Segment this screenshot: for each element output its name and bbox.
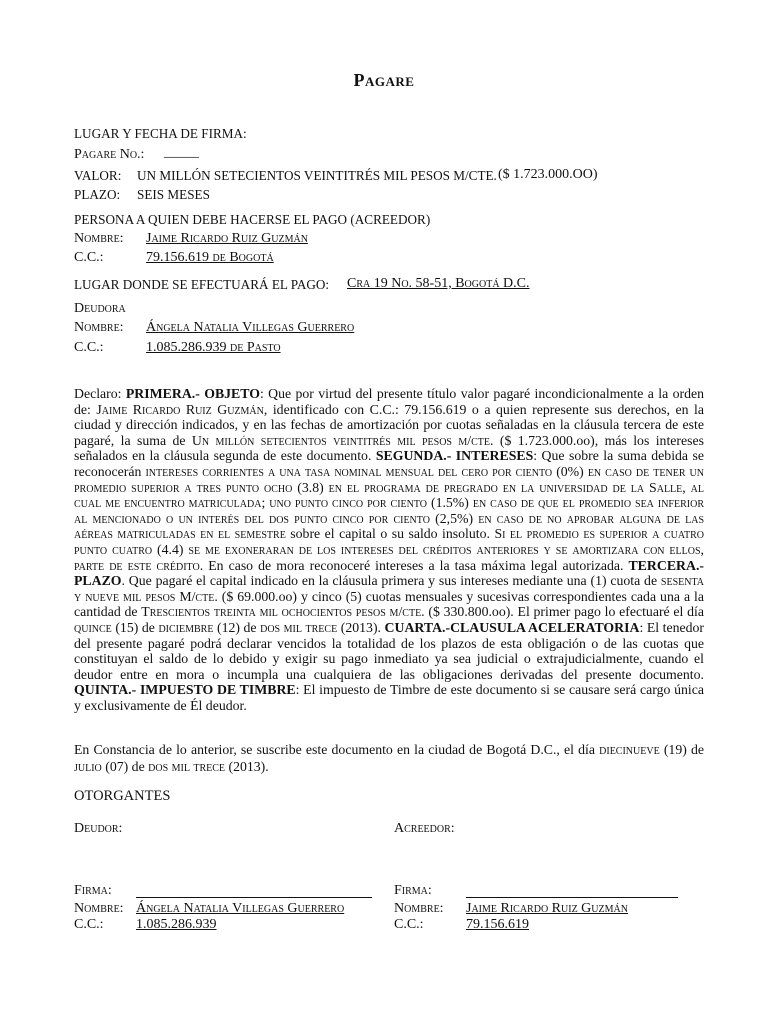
deudora-heading: Deudora [74, 301, 126, 316]
text-run: : El tenedor del presente pagaré podrá declarar vencidos la totalidad de los plazos de esta obligación o de las cuotas que constituyan el saldo de lo debido y exigir su pago inmediato ya sea judicial o extrajudicialmente, cuando el deudor entre en mora o incumpla una cualquiera de las obligaciones derivadas del presente documento. [74, 619, 704, 682]
text-run: sobre el capital o su saldo insoluto. [285, 526, 495, 542]
deudora-nombre-label: Nombre: [74, 320, 124, 335]
text-run: (15) de [111, 619, 159, 635]
deudora-nombre-value: Ángela Natalia Villegas Guerrero [146, 320, 355, 335]
deudor-label: Deudor: [74, 821, 123, 836]
acreedor-label: Acreedor: [394, 821, 455, 836]
text-run: : Que por virtud del presente título valor pagaré incondicionalmente a la orden de: [74, 386, 704, 417]
text-run: , identificado con C.C.: 79.156.619 o a quien represente sus derechos, en la ciudad y dirección indicados, y en las fechas de amortización por cuotas señaladas en la cláusula tercera de este pagaré, la suma de [74, 401, 704, 448]
acreedor-firma-label: Firma: [394, 883, 432, 898]
valor-amount: ($ 1.723.000.OO) [498, 167, 598, 182]
acreedor-cc-value: 79.156.619 [466, 917, 529, 932]
text-run: (0%) [556, 463, 588, 479]
acreedor-signature-line [466, 897, 678, 898]
lugar-fecha-label: LUGAR Y FECHA DE FIRMA: [74, 126, 247, 141]
document-title: Pagare [353, 70, 415, 90]
text-run: (19) de [659, 742, 704, 757]
acreedor-nombre-label: Nombre: [74, 231, 124, 246]
text-run: (4.4) [152, 541, 189, 557]
text-run-sc: en el programa de pregrado en la universidad de la Salle, al cual me encuentro matriculada; uno punto cinco por ciento [74, 479, 704, 511]
deudor-nombre-label: Nombre: [74, 901, 124, 916]
text-run-sc: dos mil trece [260, 619, 338, 635]
clause-segunda-heading: SEGUNDA.- INTERESES [375, 448, 534, 464]
acreedor-heading: PERSONA A QUIEN DEBE HACERSE EL PAGO (ACREEDOR) [74, 212, 431, 227]
deudor-nombre-value: Ángela Natalia Villegas Guerrero [136, 901, 345, 916]
text-run-sc: se me exoneraran de los intereses del créditos anteriores y se amortizara con ellos, parte de este crédito [74, 541, 704, 573]
text-run-sc: sesenta y nueve mil pesos M/cte. [74, 573, 704, 604]
text-run: ($ 69.000.oo) y cinco (5) cuotas mensuales y sucesivas correspondientes cada una a la cantidad de [74, 588, 704, 620]
deudor-firma-label: Firma: [74, 883, 112, 898]
deudora-cc-value: 1.085.286.939 de Pasto [146, 340, 281, 355]
text-run: : Que sobre la suma debida se reconocerán [74, 448, 704, 479]
acreedor-name-inline: Jaime Ricardo Ruiz Guzmán [96, 401, 264, 417]
clause-quinta-heading: QUINTA.- IMPUESTO DE TIMBRE [74, 682, 296, 698]
deudor-cc-label: C.C.: [74, 917, 104, 932]
acreedor-nombre-label: Nombre: [394, 901, 444, 916]
plazo-label: PLAZO: [74, 187, 121, 202]
text-run-sc: cero por ciento [457, 463, 557, 479]
text-run-sc: en caso de que el promedio sea inferior al mencionado o un interés del dos punto cinco por ciento [74, 495, 704, 526]
acreedor-nombre-value: Jaime Ricardo Ruiz Guzmán [466, 901, 628, 916]
valor-label: VALOR: [74, 168, 122, 183]
closing-paragraph [74, 741, 704, 775]
acreedor-cc-label: C.C.: [394, 917, 424, 932]
deudor-signature-line [136, 897, 372, 898]
lugar-pago-label: LUGAR DONDE SE EFECTUARÁ EL PAGO: [74, 277, 330, 292]
text-run: En Constancia de lo anterior, se suscribe este documento en la ciudad de Bogotá D.C., el día [74, 742, 600, 757]
lugar-pago-value: Cra 19 No. 58-51, Bogotá D.C. [347, 276, 530, 291]
acreedor-cc-label: C.C.: [74, 250, 104, 265]
text-run: (1.5%) [427, 495, 473, 511]
valor-value: UN MILLÓN SETECIENTOS VEINTITRÉS MIL PESOS M/CTE. [137, 168, 497, 183]
deudora-cc-label: C.C.: [74, 340, 104, 355]
text-run-sc: diecinueve [599, 742, 660, 757]
text-run-sc: quince [74, 619, 112, 635]
clause-primera-heading: PRIMERA.- OBJETO [125, 386, 260, 401]
text-run: (2013). [337, 619, 385, 635]
text-run-sc: diciembre [158, 619, 214, 635]
text-run: : El impuesto de Timbre de este documento si se causare será cargo única y exclusivamente de Él deudor. [74, 682, 704, 713]
text-run: ($ 1.723.000.oo), más los intereses señalados en la cláusula segunda de este documento. [74, 432, 704, 464]
pagare-no-label: Pagare No.: [74, 147, 145, 162]
acreedor-cc-value: 79.156.619 de Bogotá [146, 250, 274, 265]
text-run: . Que pagaré el capital indicado en la cláusula primera y sus intereses mediante una (1) cuota de [121, 573, 661, 589]
clause-tercera-heading: TERCERA.-PLAZO [74, 557, 704, 589]
amount-words-inline: Un millón setecientos veintitrés mil pesos m/cte. [191, 432, 494, 448]
text-run: (2,5%) [429, 510, 479, 526]
text-run: (07) de [101, 759, 149, 774]
text-run-sc: Trescientos treinta mil ochocientos pesos m/cte. [141, 604, 425, 620]
text-run-sc: julio [74, 759, 102, 774]
clauses-paragraph [74, 386, 704, 713]
pagare-no-value: _____ [164, 145, 199, 160]
text-run: ($ 330.800.oo). El primer pago lo efectuaré el día [424, 604, 704, 620]
text-run: . En caso de mora reconoceré intereses a la tasa máxima legal autorizada. [199, 557, 629, 573]
text-run-sc: dos mil trece [148, 759, 226, 774]
text-run: (12) de [213, 619, 261, 635]
plazo-value: SEIS MESES [137, 187, 210, 202]
text-run: (3.8) [292, 479, 329, 495]
text-run-sc: intereses corrientes a una tasa nominal mensual del [145, 463, 458, 479]
acreedor-nombre-value: Jaime Ricardo Ruiz Guzmán [146, 231, 308, 246]
text-run-sc: Si el promedio es superior a cuatro punto cuatro [74, 526, 705, 557]
clause-cuarta-heading: CUARTA.-CLAUSULA ACELERATORIA [384, 619, 640, 635]
text-run-sc: en caso de no aprobar alguna de las aéreas matriculadas en el semestre [74, 510, 704, 542]
text-run-sc: en caso de tener un promedio superior a tres punto ocho [74, 463, 704, 495]
deudor-cc-value: 1.085.286.939 [136, 917, 217, 932]
text-run: (2013). [225, 759, 269, 774]
otorgantes-heading: OTORGANTES [74, 788, 171, 804]
text-run: Declaro: [74, 386, 126, 401]
